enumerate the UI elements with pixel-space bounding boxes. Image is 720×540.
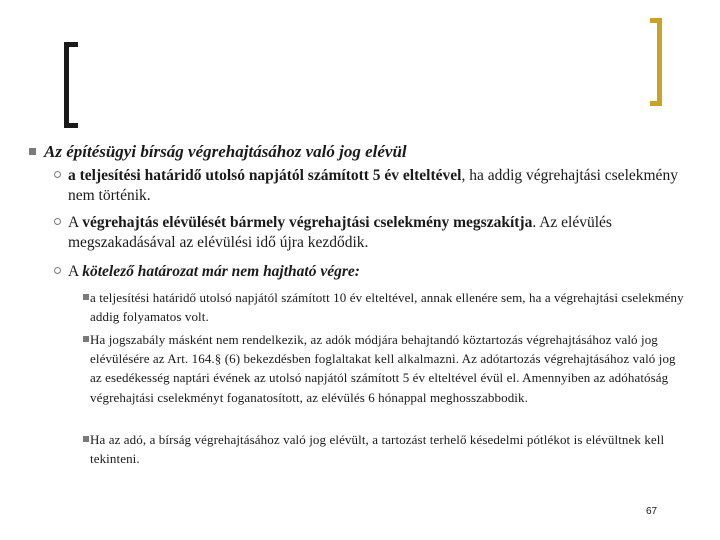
circle-bullet-icon: [54, 171, 61, 178]
main-heading-item: [44, 140, 684, 164]
sub-item-1-text: a teljesítési határidő utolsó napjától számított 10 év elteltével, annak ellenére sem, ha a végrehajtási cselekmény addig folyamatos volt.: [90, 290, 684, 325]
circle-bullet-icon: [54, 218, 61, 225]
sub-item-3-text: Ha az adó, a bírság végrehajtásához való jog elévült, a tartozást terhelő késedelmi pótlékot is elévültnek kell tekinteni.: [90, 432, 665, 467]
list-item-3-bold: kötelező határozat már nem hajtható végre:: [82, 263, 360, 280]
main-heading-text: Az építésügyi bírság végrehajtásához való jog elévül: [44, 142, 407, 161]
list-item-1: [68, 166, 688, 206]
sub-item-3: [90, 430, 688, 468]
left-bracket-decoration: [64, 42, 78, 128]
list-item-3: [68, 262, 688, 282]
list-item-1-bold: a teljesítési határidő utolsó napjától számított 5 év elteltével: [68, 167, 462, 184]
circle-bullet-icon: [54, 267, 61, 274]
list-item-2-bold: végrehajtás elévülését bármely végrehajtási cselekmény megszakítja: [82, 214, 533, 231]
list-item-3-prefix: A: [68, 263, 83, 280]
square-bullet-icon: [29, 148, 36, 155]
list-item-2-rest: . Az elévülés megszakadásával az elévülési idő újra kezdődik.: [68, 214, 612, 251]
sub-item-2: [90, 330, 688, 407]
list-item-2: [68, 213, 688, 253]
square-bullet-icon: [83, 294, 89, 300]
square-bullet-icon: [83, 436, 89, 442]
page-number: 67: [646, 506, 658, 517]
right-bracket-decoration: [650, 18, 662, 106]
square-bullet-icon: [83, 336, 89, 342]
sub-item-2-text: Ha jogszabály másként nem rendelkezik, az adók módjára behajtandó köztartozás végrehajtásához való jog elévülésére az Art. 164.§ (6) bekezdésben foglaltakat kell alkalmazni. Az adótartozás végrehajtásához való jog az esedékesség naptári évének az utolsó napjától számított 5 év elteltével évül el. Amennyiben az adóhatóság végrehajtási cselekményt foganatosított, az elévülés 6 hónappal meghosszabbodik.: [90, 332, 676, 405]
list-item-1-rest: , ha addig végrehajtási cselekmény nem történik.: [68, 167, 678, 204]
sub-item-1: [90, 288, 688, 326]
list-item-2-prefix: A: [68, 214, 83, 231]
